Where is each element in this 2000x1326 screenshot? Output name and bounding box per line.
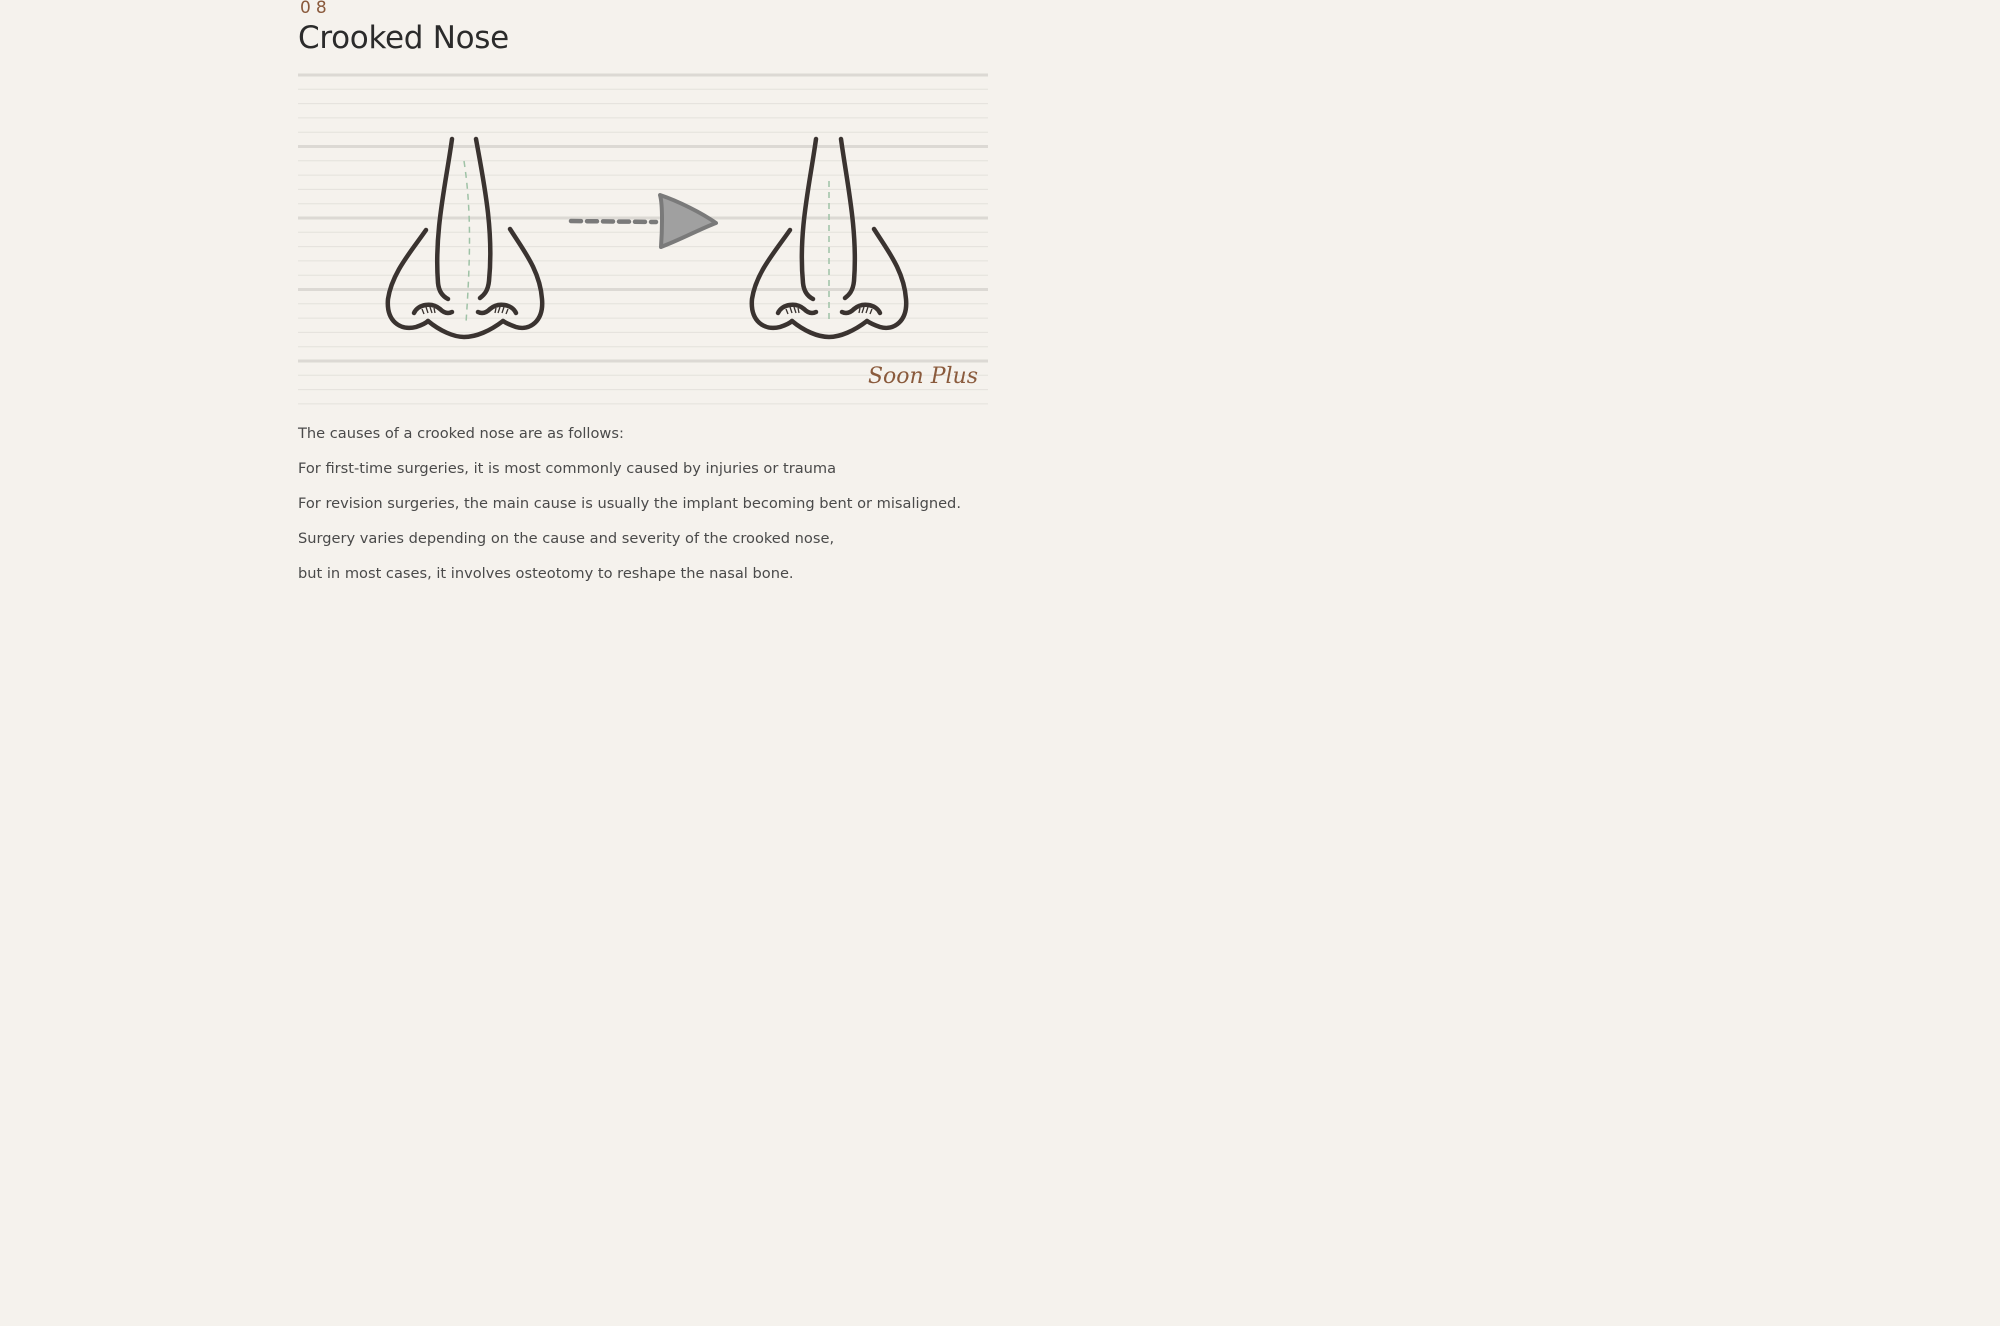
body-text	[298, 416, 988, 591]
brand-signature: Soon Plus	[867, 364, 978, 389]
body-line: Surgery varies depending on the cause and severity of the crooked nose,	[298, 530, 835, 547]
nose-illustration	[298, 73, 988, 406]
section-title: Crooked Nose	[298, 20, 509, 56]
section-number: 08	[300, 0, 332, 18]
ruled-lines	[298, 75, 988, 404]
arrow-right-icon	[571, 195, 716, 247]
body-line: The causes of a crooked nose are as follows:	[298, 425, 624, 442]
body-line: For revision surgeries, the main cause is usually the implant becoming bent or misaligned.	[298, 495, 961, 512]
body-line: For first-time surgeries, it is most commonly caused by injuries or trauma	[298, 460, 837, 477]
body-line: but in most cases, it involves osteotomy to reshape the nasal bone.	[298, 565, 794, 582]
crooked-nose-icon	[388, 139, 542, 337]
crooked-center-line	[464, 161, 470, 323]
